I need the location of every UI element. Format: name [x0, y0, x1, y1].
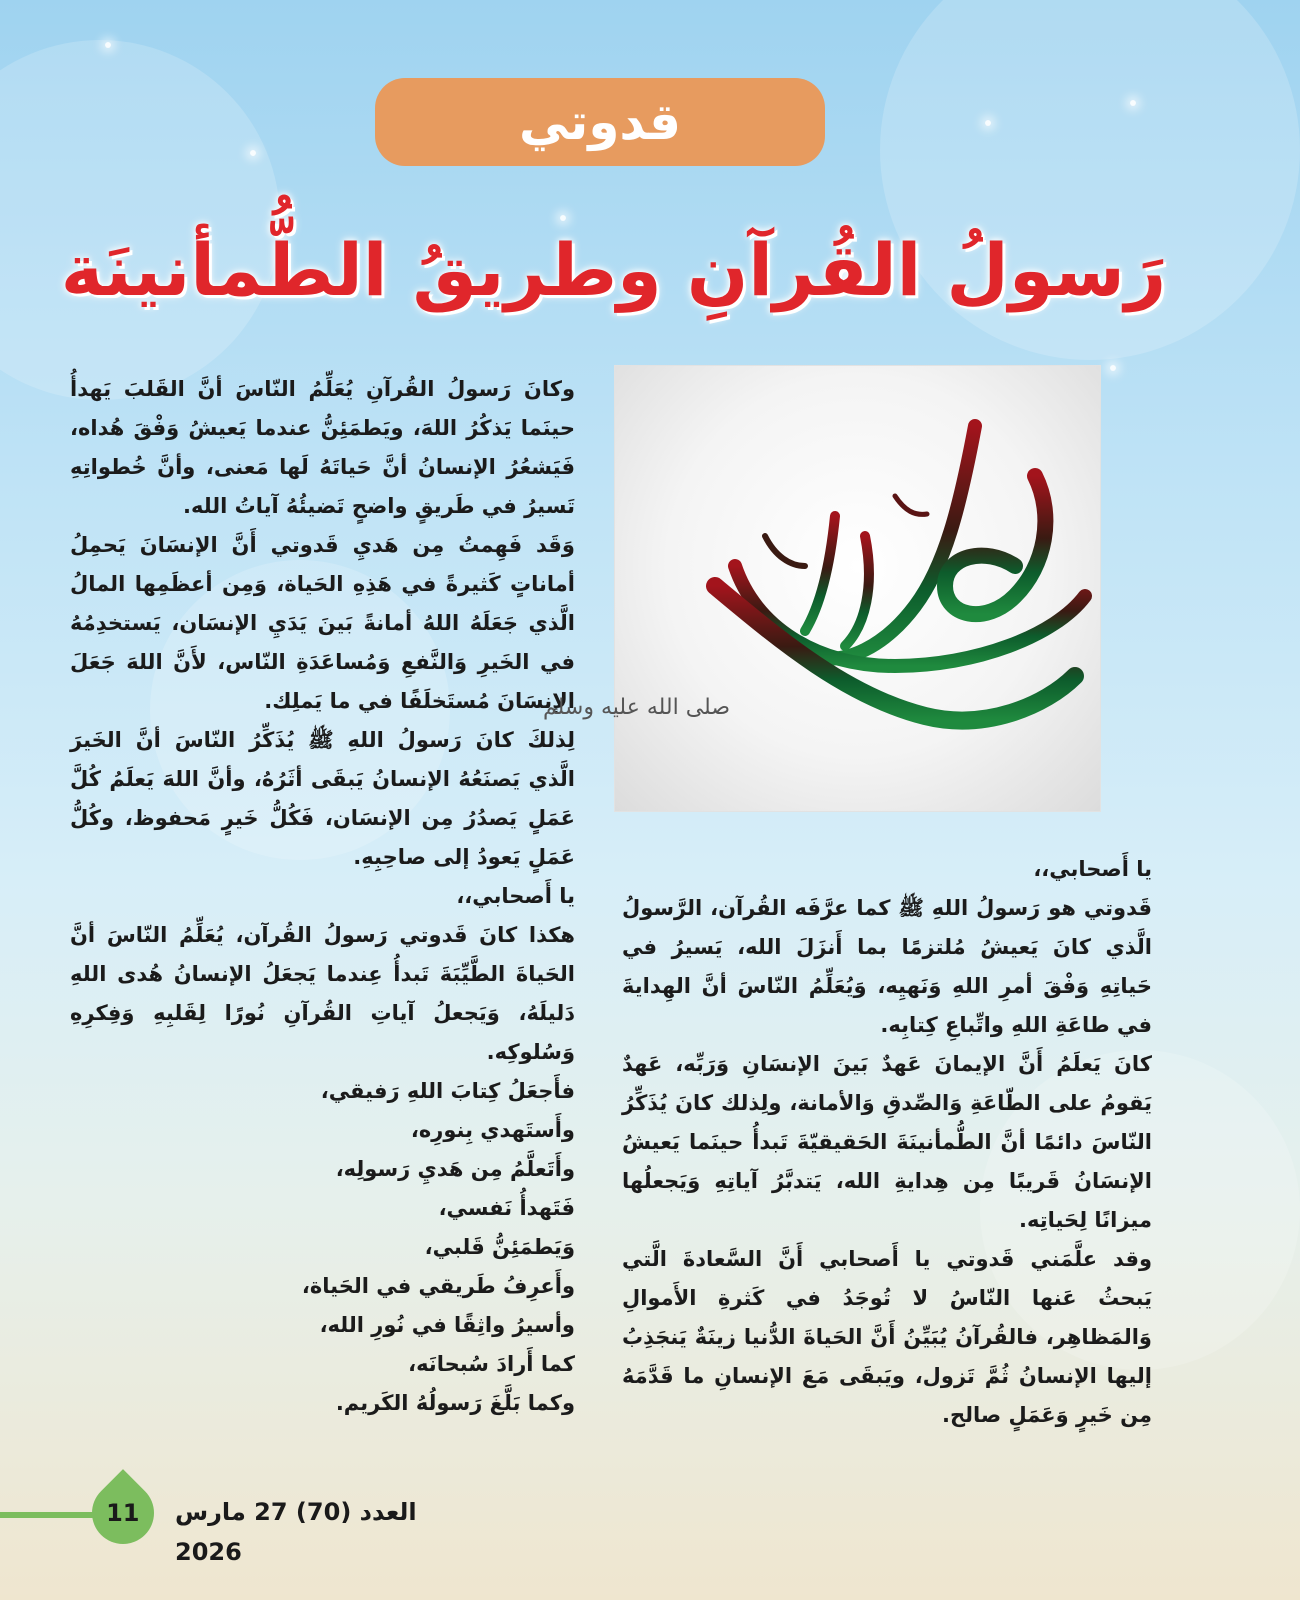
paragraph: وكانَ رَسولُ القُرآنِ يُعَلِّمُ النّاسَ أنَّ القَلبَ يَهدأُ حينَما يَذكُرُ اللهَ، ويَطمَئِنُّ عندما يَعيشُ وَفْقَ هُداه، فَيَشعُرُ الإنسانُ أنَّ حَياتَهُ لَها مَعنى، وأنَّ خُطواتِهِ تَسيرُ في طَريقٍ واضحٍ تَضيئُهُ آياتُ الله.	[70, 377, 575, 518]
calligraphy-stroke	[845, 536, 869, 646]
calligraphy-stroke	[895, 496, 927, 514]
poem	[70, 1072, 575, 1423]
background-sparkle	[985, 120, 991, 126]
poem-line: وَيَطمَئِنُّ قَلبي،	[424, 1235, 575, 1259]
calligraphy-stroke	[805, 516, 835, 631]
background-sparkle	[105, 42, 111, 48]
calligraphy-stroke	[765, 536, 805, 566]
right-column	[622, 850, 1152, 1435]
background-sparkle	[1130, 100, 1136, 106]
poem-line: وأَتَعلَّمُ مِن هَديِ رَسولِه،	[335, 1157, 575, 1181]
calligraphy-stroke	[815, 426, 975, 659]
section-label: قدوتي	[518, 93, 682, 151]
paragraph: لِذلكَ كانَ رَسولُ اللهِ ﷺ يُذَكِّرُ النّاسَ أنَّ الخَيرَ الَّذي يَصنَعُهُ الإنسانُ يَبقَى أثَرُهُ، وأنَّ اللهَ يَعلَمُ كُلَّ عَمَلٍ يَصدُرُ مِن الإنسَان، فَكُلُّ خَيرٍ مَحفوظ، وكُلُّ عَمَلٍ يَعودُ إلى صاحِبِهِ.	[70, 728, 575, 869]
poem-line: فأَجعَلُ كِتابَ اللهِ رَفيقي،	[320, 1079, 575, 1103]
calligraphy-caption: صلى الله عليه وسلم	[543, 695, 730, 720]
left-column	[70, 370, 575, 1423]
section-badge	[375, 78, 825, 166]
paragraph: كانَ يَعلَمُ أَنَّ الإيمانَ عَهدٌ بَينَ الإنسَانِ وَرَبِّه، عَهدٌ يَقومُ على الطّاعَةِ وَالصِّدقِ وَالأمانة، ولِذلك كانَ يُذَكِّرُ النّاسَ دائمًا أنَّ الطُّمأنينَةَ الحَقيقيّةَ تَبدأُ حينَما يَعيشُ الإنسَانُ قَريبًا مِن هِدايةِ الله، يَتدبَّرُ آياتِهِ وَيَجعلُها ميزانًا لِحَياتِه.	[622, 1052, 1152, 1232]
paragraph: وقد علَّمَني قَدوتي يا أَصحابي أَنَّ السَّعادةَ الَّتي يَبحثُ عَنها النّاسُ لا تُوجَدُ في كَثرةِ الأَموالِ وَالمَظاهِر، فالقُرآنُ يُبَيِّنُ أَنَّ الحَياةَ الدُّنيا زينَةٌ يَنجَذِبُ إليها الإنسانُ ثُمَّ تَزول، ويَبقَى مَعَ الإنسانِ ما قَدَّمَهُ مِن خَيرٍ وَعَمَلٍ صالح.	[622, 1247, 1152, 1427]
poem-line: كما أَرادَ سُبحانَه،	[408, 1352, 575, 1376]
paragraph: وَقَد فَهِمتُ مِن هَديِ قَدوتي أَنَّ الإنسَانَ يَحمِلُ أماناتٍ كَثيرةً في هَذِهِ الحَياة، وَمِن أعظَمِها المالُ الَّذي جَعَلَهُ اللهُ أمانةً بَينَ يَدَيِ الإنسَان، يَستخدِمُهُ في الخَيرِ وَالنَّفعِ وَمُساعَدَةِ النّاس، لأَنَّ اللهَ جَعَلَ الإنسَانَ مُستَخلَفًا في ما يَملِك.	[70, 533, 575, 713]
paragraph: هكذا كانَ قَدوتي رَسولُ القُرآن، يُعَلِّمُ النّاسَ أنَّ الحَياةَ الطَّيِّبَةَ تَبدأُ عِندما يَجعَلُ الإنسانُ هُدى اللهِ دَليلَهُ، وَيَجعلُ آياتِ القُرآنِ نُورًا لِقَلبِهِ وَفِكرِهِ وَسُلوكِه.	[70, 923, 575, 1064]
calligraphy-artwork	[543, 366, 1100, 811]
article-title: رَسولُ القُرآنِ وطريقُ الطُّمأنينَة	[60, 228, 1167, 312]
poem-line: وأسيرُ واثِقًا في نُورِ الله،	[319, 1313, 575, 1337]
poem-line: فَتَهدأُ نَفسي،	[438, 1196, 575, 1220]
page-number: 11	[106, 1499, 140, 1527]
paragraph: قَدوتي هو رَسولُ اللهِ ﷺ كما عرَّفَه القُرآن، الرَّسولُ الَّذي كانَ يَعيشُ مُلتزمًا بما أَنزَلَ الله، يَسيرُ في حَياتِهِ وَفْقَ أمرِ اللهِ وَنَهيِه، وَيُعَلِّمُ النّاسَ أنَّ الهِدايةَ في طاعَةِ اللهِ واتِّباعِ كِتابِه.	[622, 896, 1152, 1037]
poem-line: وكما بَلَّغَ رَسولُهُ الكَريم.	[335, 1391, 575, 1415]
greeting: يا أَصحابي،،	[456, 884, 575, 908]
issue-info: العدد (70) 27 مارس 2026	[175, 1498, 417, 1566]
poem-line: وأَعرِفُ طَريقي في الحَياة،	[301, 1274, 575, 1298]
poem-line: وأَستَهدي بِنورِه،	[410, 1118, 575, 1142]
page-number-badge	[79, 1469, 167, 1557]
calligraphy-image	[543, 365, 1101, 812]
background-sparkle	[1110, 365, 1116, 371]
greeting: يا أَصحابي،،	[1033, 857, 1152, 881]
calligraphy-stroke	[715, 586, 1075, 720]
background-sparkle	[250, 150, 256, 156]
